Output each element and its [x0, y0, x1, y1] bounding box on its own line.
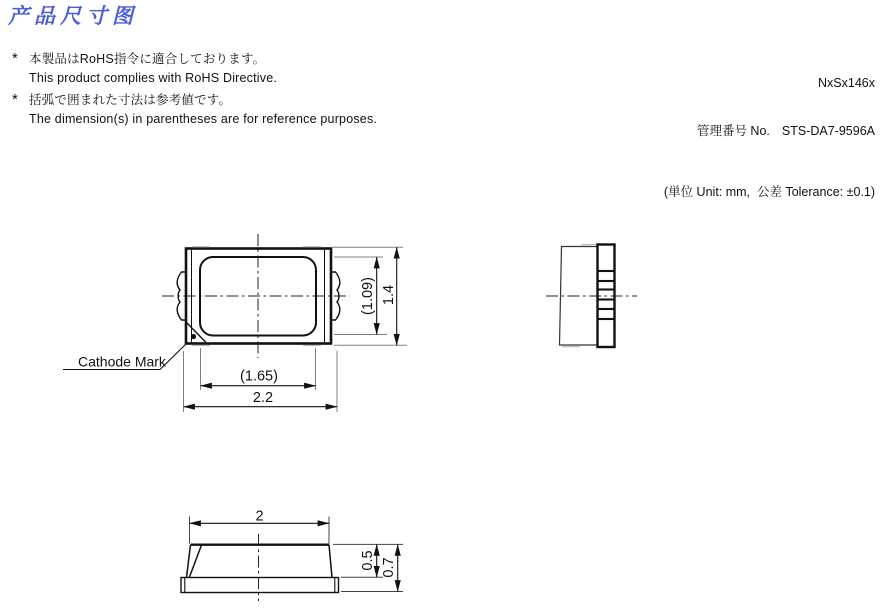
top-view [63, 234, 407, 412]
substrate-outline [181, 578, 339, 593]
extension-lines [184, 247, 408, 412]
note-asterisk: * [12, 91, 18, 108]
note-rohs-en: This product complies with RoHS Directive. [29, 70, 278, 85]
cathode-mark-dot [191, 334, 196, 339]
terminal-segment-lines [599, 271, 614, 319]
side-view [546, 245, 637, 348]
body-left-edge [187, 545, 191, 578]
front-view [181, 509, 403, 602]
dim-inner-height: (1.09) [360, 277, 376, 315]
control-number-label: 管理番号 No. [696, 124, 770, 138]
dim-outer-width: 2.2 [252, 390, 274, 406]
dim-outer-height: 1.4 [381, 284, 397, 306]
dim-body-height: 0.5 [360, 550, 376, 571]
note-reference-jp: 括弧で囲まれた寸法は参考値です。 [29, 93, 232, 107]
note-rohs-jp: 本製品はRoHS指令に適合しております。 [29, 52, 266, 66]
dim-total-height: 0.7 [381, 557, 397, 578]
dimension-lines [184, 247, 397, 406]
cathode-chamfer-line [187, 323, 207, 343]
note-reference-en: The dimension(s) in parentheses are for reference purposes. [29, 111, 378, 126]
centerlines [162, 234, 350, 358]
dim-inner-width: (1.65) [240, 368, 278, 385]
page-title: 产品尺寸图 [8, 3, 138, 28]
model-number: NxSx146x [818, 76, 875, 90]
unit-tolerance: (単位 Unit: mm, 公差 Tolerance: ±0.1) [663, 185, 875, 199]
cathode-mark-label: Cathode Mark [78, 353, 166, 370]
dim-width: 2 [255, 508, 264, 525]
body-right-edge [329, 545, 332, 578]
control-number-value: STS-DA7-9596A [781, 124, 875, 138]
note-asterisk: * [12, 50, 18, 67]
substrate-terminal-lines [185, 578, 335, 593]
cathode-chamfer-line [190, 545, 202, 577]
